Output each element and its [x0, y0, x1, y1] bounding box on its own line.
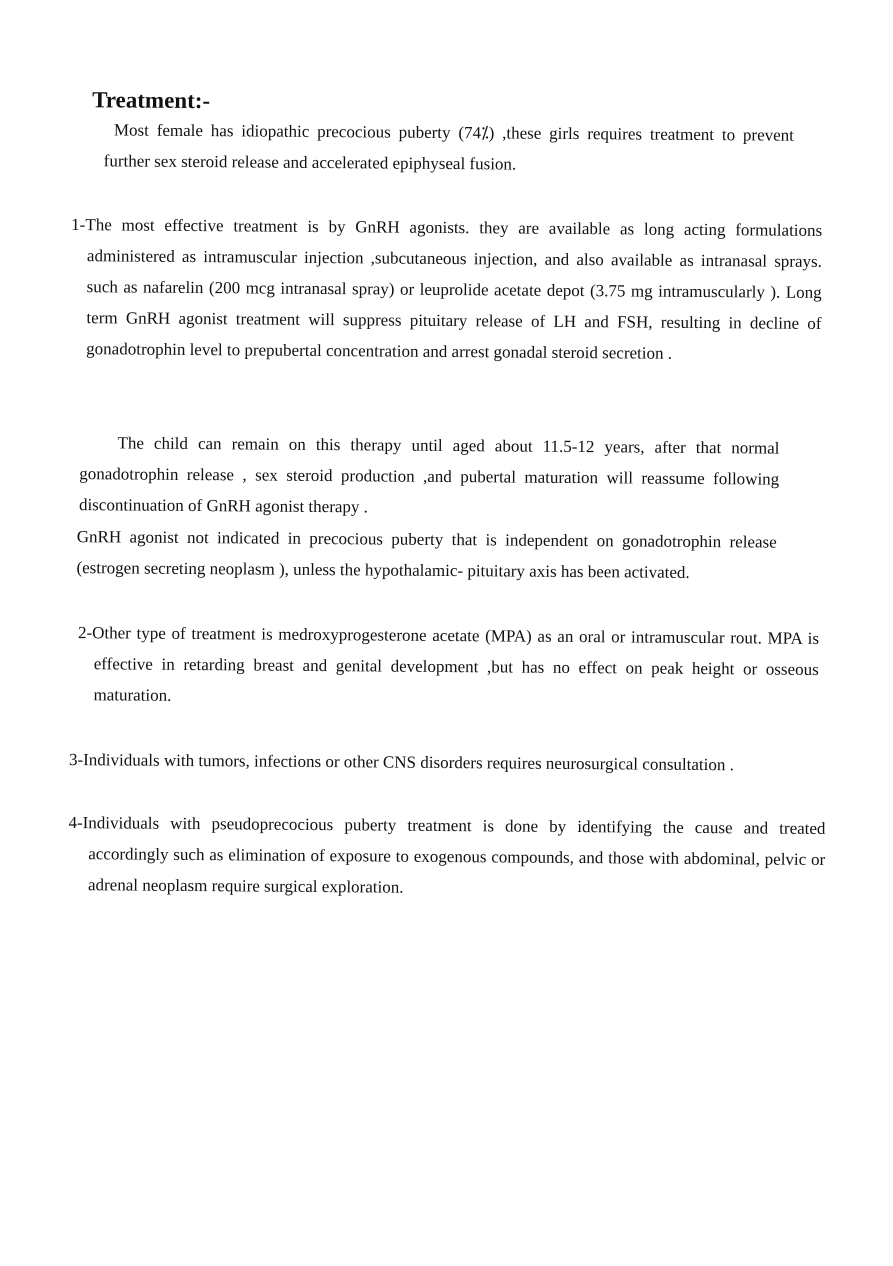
treatment-item-4: 4-Individuals with pseudoprecocious puberty treatment is done by identifying the cause and treated accordingly such as elimination of exposure to exogenous compounds, and those with abdominal, pelvic or adrenal neoplasm require surgical exploration.: [68, 813, 826, 897]
treatment-item-1: 1-The most effective treatment is by GnRH agonists. they are available as long acting formulations administered as intramuscular injection ,subcutaneous injection, and also available as intranasal sprays. such as nafarelin (200 mcg intranasal spray) or leuprolide acetate depot (3.75 mg intramuscularly ). Long term GnRH agonist treatment will suppress pituitary release of LH and FSH, resulting in decline of gonadotrophin level to prepubertal concentration and arrest gonadal steroid secretion .: [71, 215, 823, 363]
contraindication-paragraph: GnRH agonist not indicated in precocious puberty that is independent on gonadotrophin release (estrogen secreting neoplasm ), unless the hypothalamic- pituitary axis has been activated.: [76, 527, 777, 582]
section-title: Treatment:-: [92, 87, 211, 114]
treatment-item-3: 3-Individuals with tumors, infections or other CNS disorders requires neurosurgical consultation .: [68, 750, 734, 775]
treatment-item-2: 2-Other type of treatment is medroxyprogesterone acetate (MPA) as an oral or intramuscular rout. MPA is effective in retarding breast and genital development ,but has no effect on peak height or osseous maturation.: [77, 623, 820, 705]
intro-paragraph: Most female has idiopathic precocious puberty (74⁒) ,these girls requires treatment to prevent further sex steroid release and accelerated epiphyseal fusion.: [103, 120, 794, 174]
therapy-duration-paragraph: The child can remain on this therapy until aged about 11.5-12 years, after that normal gonadotrophin release , sex steroid production ,and pubertal maturation will reassume following discontinuation of GnRH agonist therapy .: [78, 433, 780, 517]
